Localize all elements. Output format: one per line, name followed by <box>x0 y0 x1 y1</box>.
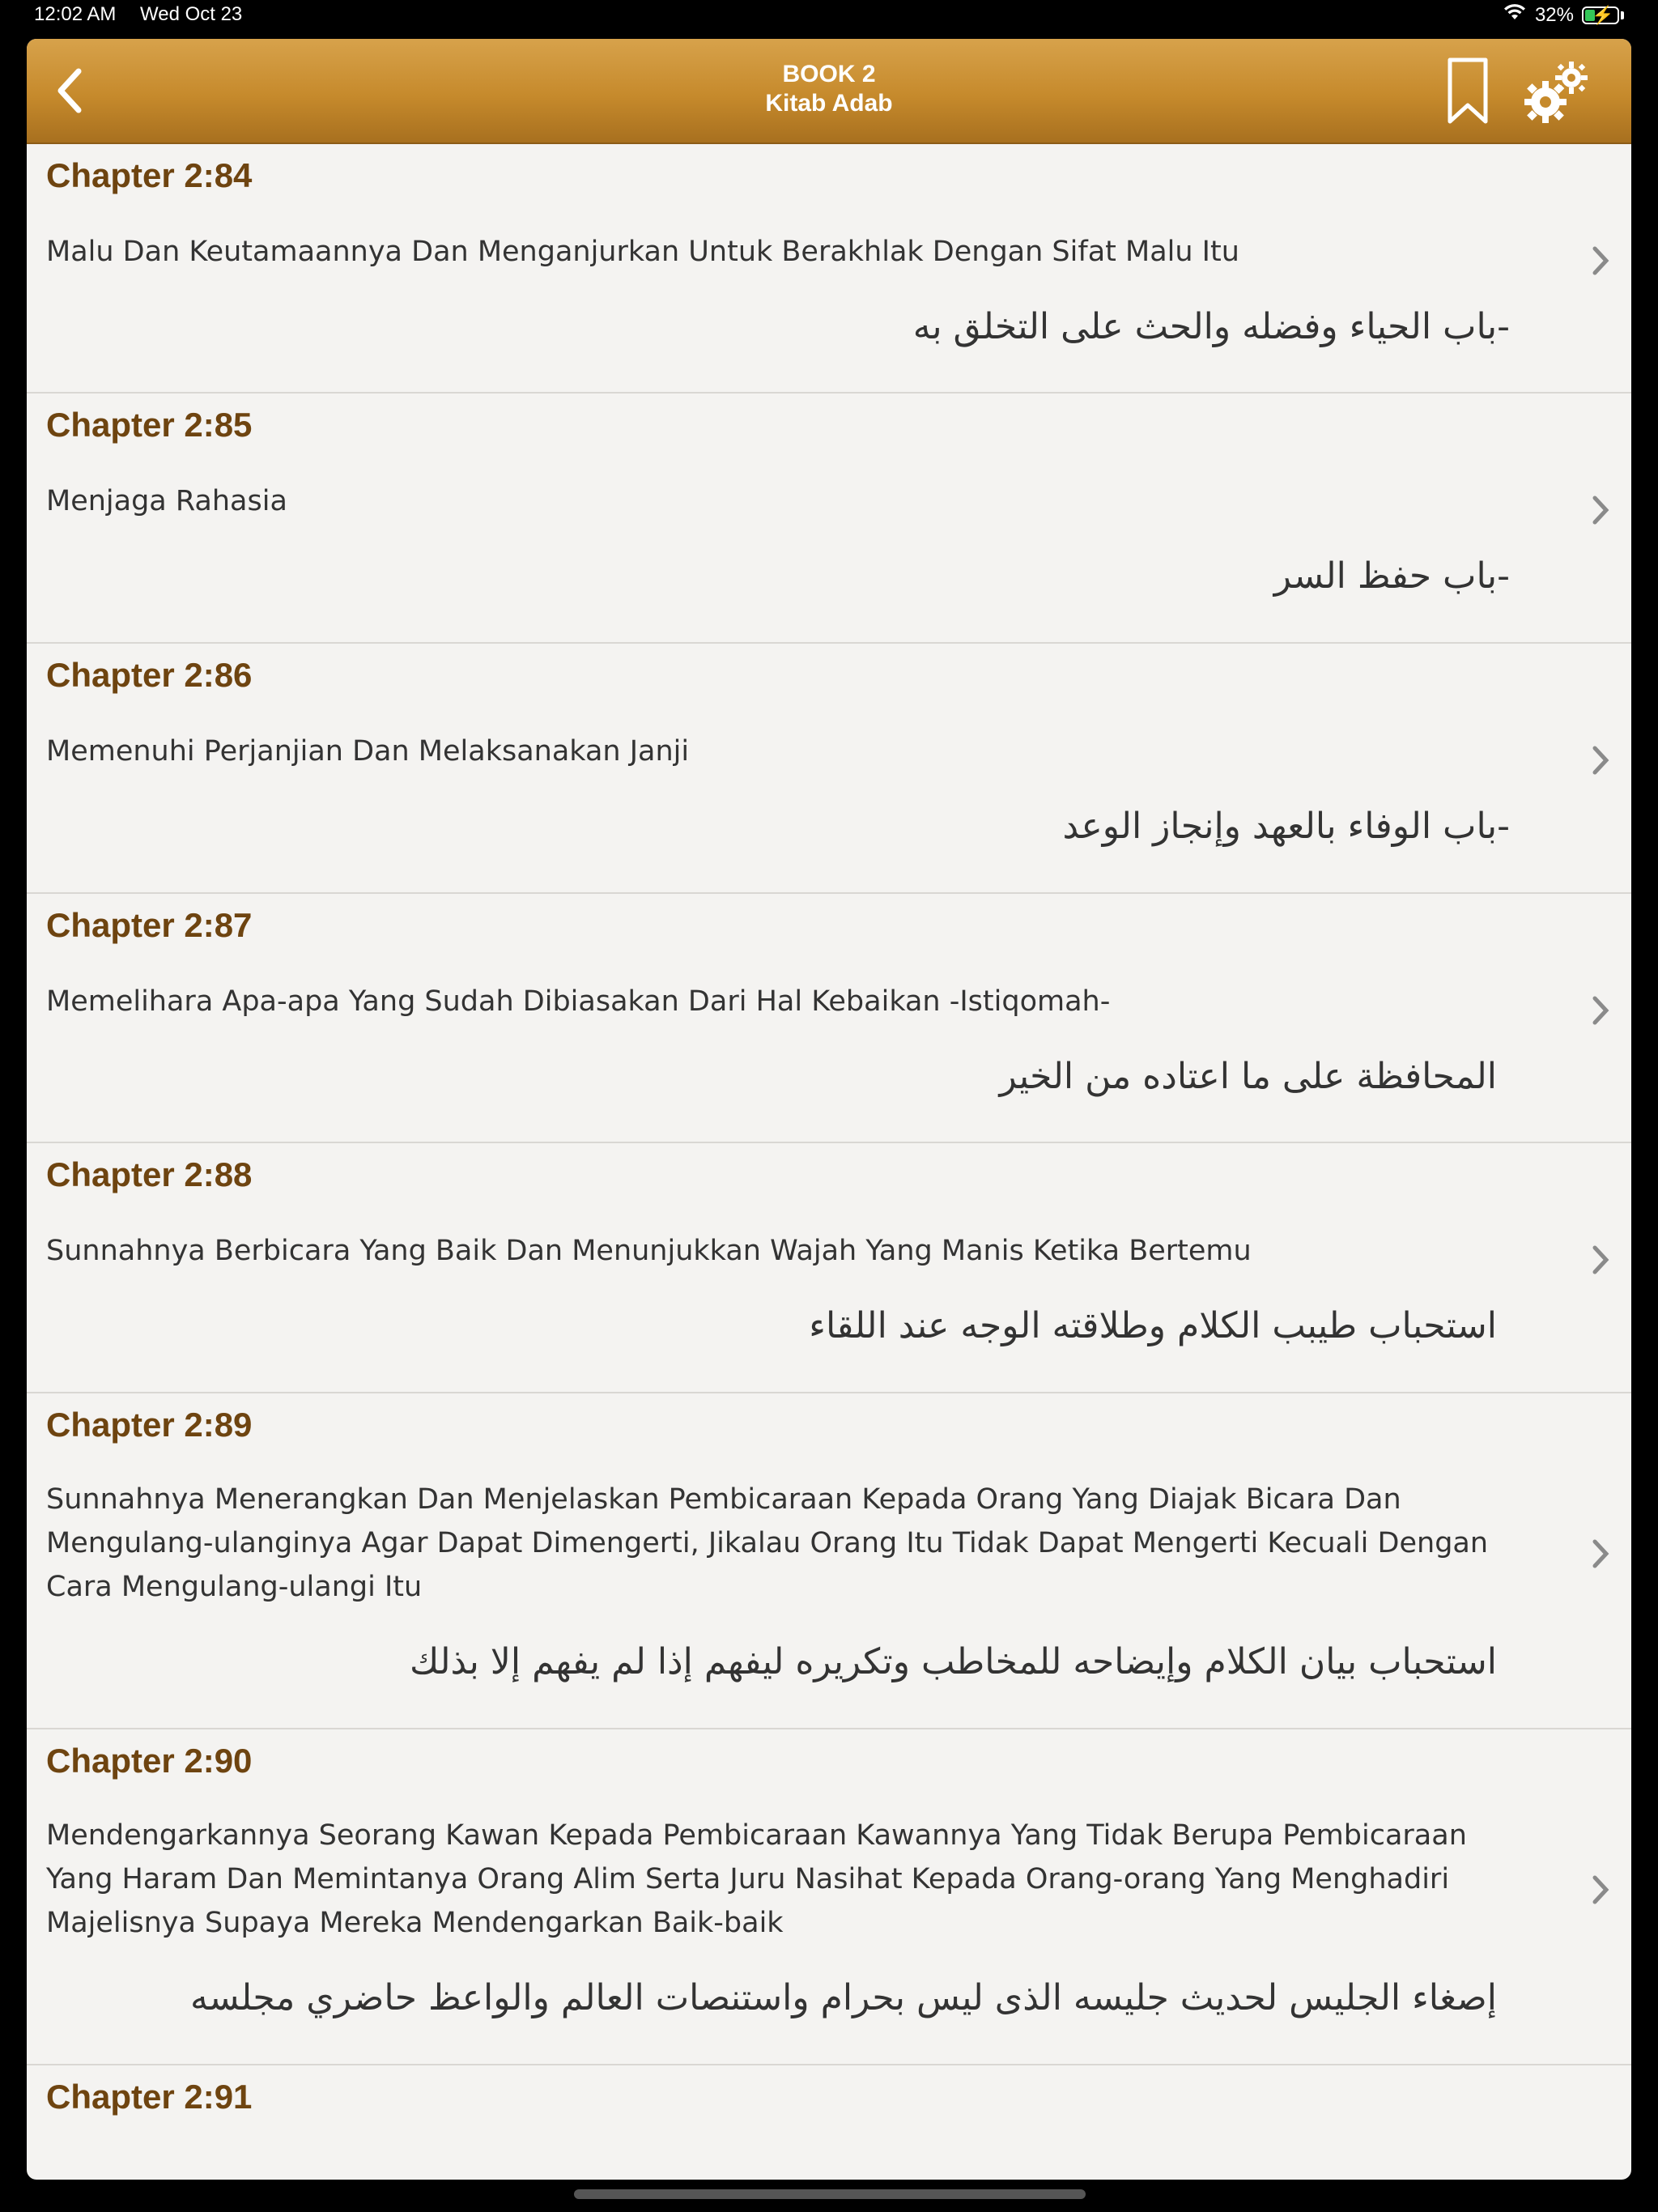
chapter-number: Chapter 2:91 <box>46 2078 253 2116</box>
chapter-title-arabic: -باب الحياء وفضله والحث على التخلق به <box>912 306 1510 347</box>
chapter-title-arabic: -باب حفظ السر <box>1273 555 1510 597</box>
status-right <box>1503 3 1624 27</box>
chevron-right-icon <box>1589 1244 1612 1276</box>
chapter-title-arabic: استحباب بيان الكلام وإيضاحه للمخاطب وتكريره ليفهم إذا لم يفهم إلا بذلك <box>409 1641 1497 1682</box>
battery-percent: 32% <box>1534 3 1574 26</box>
chapter-number: Chapter 2:84 <box>46 156 253 194</box>
chapter-title-latin: Menjaga Rahasia <box>46 485 287 517</box>
chapter-number: Chapter 2:86 <box>46 656 253 694</box>
battery-icon <box>1582 6 1619 24</box>
chapter-title-arabic: استحباب طيبب الكلام وطلاقته الوجه عند اللقاء <box>809 1305 1497 1346</box>
status-time: 12:02 AM <box>34 3 117 25</box>
bookmark-icon <box>1445 57 1490 126</box>
chapter-title-arabic: المحافظة على ما اعتاده من الخير <box>999 1056 1497 1097</box>
chapter-title-latin: Memelihara Apa-apa Yang Sudah Dibiasakan Dari Hal Kebaikan -Istiqomah- <box>46 985 1111 1018</box>
chevron-right-icon <box>1589 1874 1612 1906</box>
chevron-right-icon <box>1589 245 1612 277</box>
status-bar <box>0 0 1658 39</box>
chevron-right-icon <box>1589 1538 1612 1570</box>
wifi-icon <box>1503 3 1527 27</box>
list-item[interactable] <box>27 1143 1631 1393</box>
chapter-title-latin: Malu Dan Keutamaannya Dan Menganjurkan Untuk Berakhlak Dengan Sifat Malu Itu <box>46 236 1239 268</box>
home-indicator[interactable] <box>574 2189 1086 2199</box>
chevron-right-icon <box>1589 494 1612 526</box>
gear-icon <box>1518 58 1591 128</box>
list-item[interactable] <box>27 2065 1631 2180</box>
app-window <box>27 39 1631 2180</box>
chapter-title-latin: Sunnahnya Menerangkan Dan Menjelaskan Pembicaraan Kepada Orang Yang Diajak Bicara Dan Mengulang-ulanginya Agar Dapat Dimengerti, Jikalau Orang Itu Tidak Dapat Mengerti Kecuali Dengan Cara Mengulang-ulangi Itu <box>46 1483 1489 1603</box>
list-item[interactable] <box>27 144 1631 393</box>
chapter-number: Chapter 2:90 <box>46 1742 253 1780</box>
chapter-number: Chapter 2:89 <box>46 1406 253 1444</box>
list-item[interactable] <box>27 1729 1631 2065</box>
chapter-list <box>27 144 1631 2180</box>
list-item[interactable] <box>27 894 1631 1143</box>
chapter-number: Chapter 2:85 <box>46 406 253 444</box>
chapter-title-latin: Memenuhi Perjanjian Dan Melaksanakan Janji <box>46 735 690 768</box>
bolt-icon: ⚡ <box>1592 4 1614 25</box>
chevron-right-icon <box>1589 744 1612 776</box>
settings-button[interactable] <box>1518 58 1591 128</box>
list-item[interactable] <box>27 1393 1631 1729</box>
nav-bar <box>27 39 1631 144</box>
status-date: Wed Oct 23 <box>140 3 243 25</box>
chapter-title-latin: Mendengarkannya Seorang Kawan Kepada Pembicaraan Kawannya Yang Tidak Berupa Pembicaraan Yang Haram Dan Memintanya Orang Alim Serta Juru Nasihat Kepada Orang-orang Yang Menghadiri Majelisnya Supaya Mereka Mendengarkan Baik-baik <box>46 1819 1467 1939</box>
list-item[interactable] <box>27 644 1631 894</box>
list-item[interactable] <box>27 393 1631 644</box>
page-subtitle: Kitab Adab <box>765 90 893 117</box>
chapter-title-arabic: -باب الوفاء بالعهد وإنجاز الوعد <box>1062 806 1510 847</box>
page-title: BOOK 2 <box>782 61 876 87</box>
chapter-title-arabic: إصغاء الجليس لحديث جليسه الذى ليس بحرام واستنصات العالم والواعظ حاضري مجلسه <box>189 1977 1497 2018</box>
chapter-number: Chapter 2:88 <box>46 1155 253 1193</box>
chapter-title-latin: Sunnahnya Berbicara Yang Baik Dan Menunjukkan Wajah Yang Manis Ketika Bertemu <box>46 1235 1252 1267</box>
chevron-right-icon <box>1589 994 1612 1027</box>
chapter-number: Chapter 2:87 <box>46 906 253 944</box>
battery-cap <box>1621 11 1624 19</box>
bookmark-button[interactable] <box>1445 57 1490 126</box>
